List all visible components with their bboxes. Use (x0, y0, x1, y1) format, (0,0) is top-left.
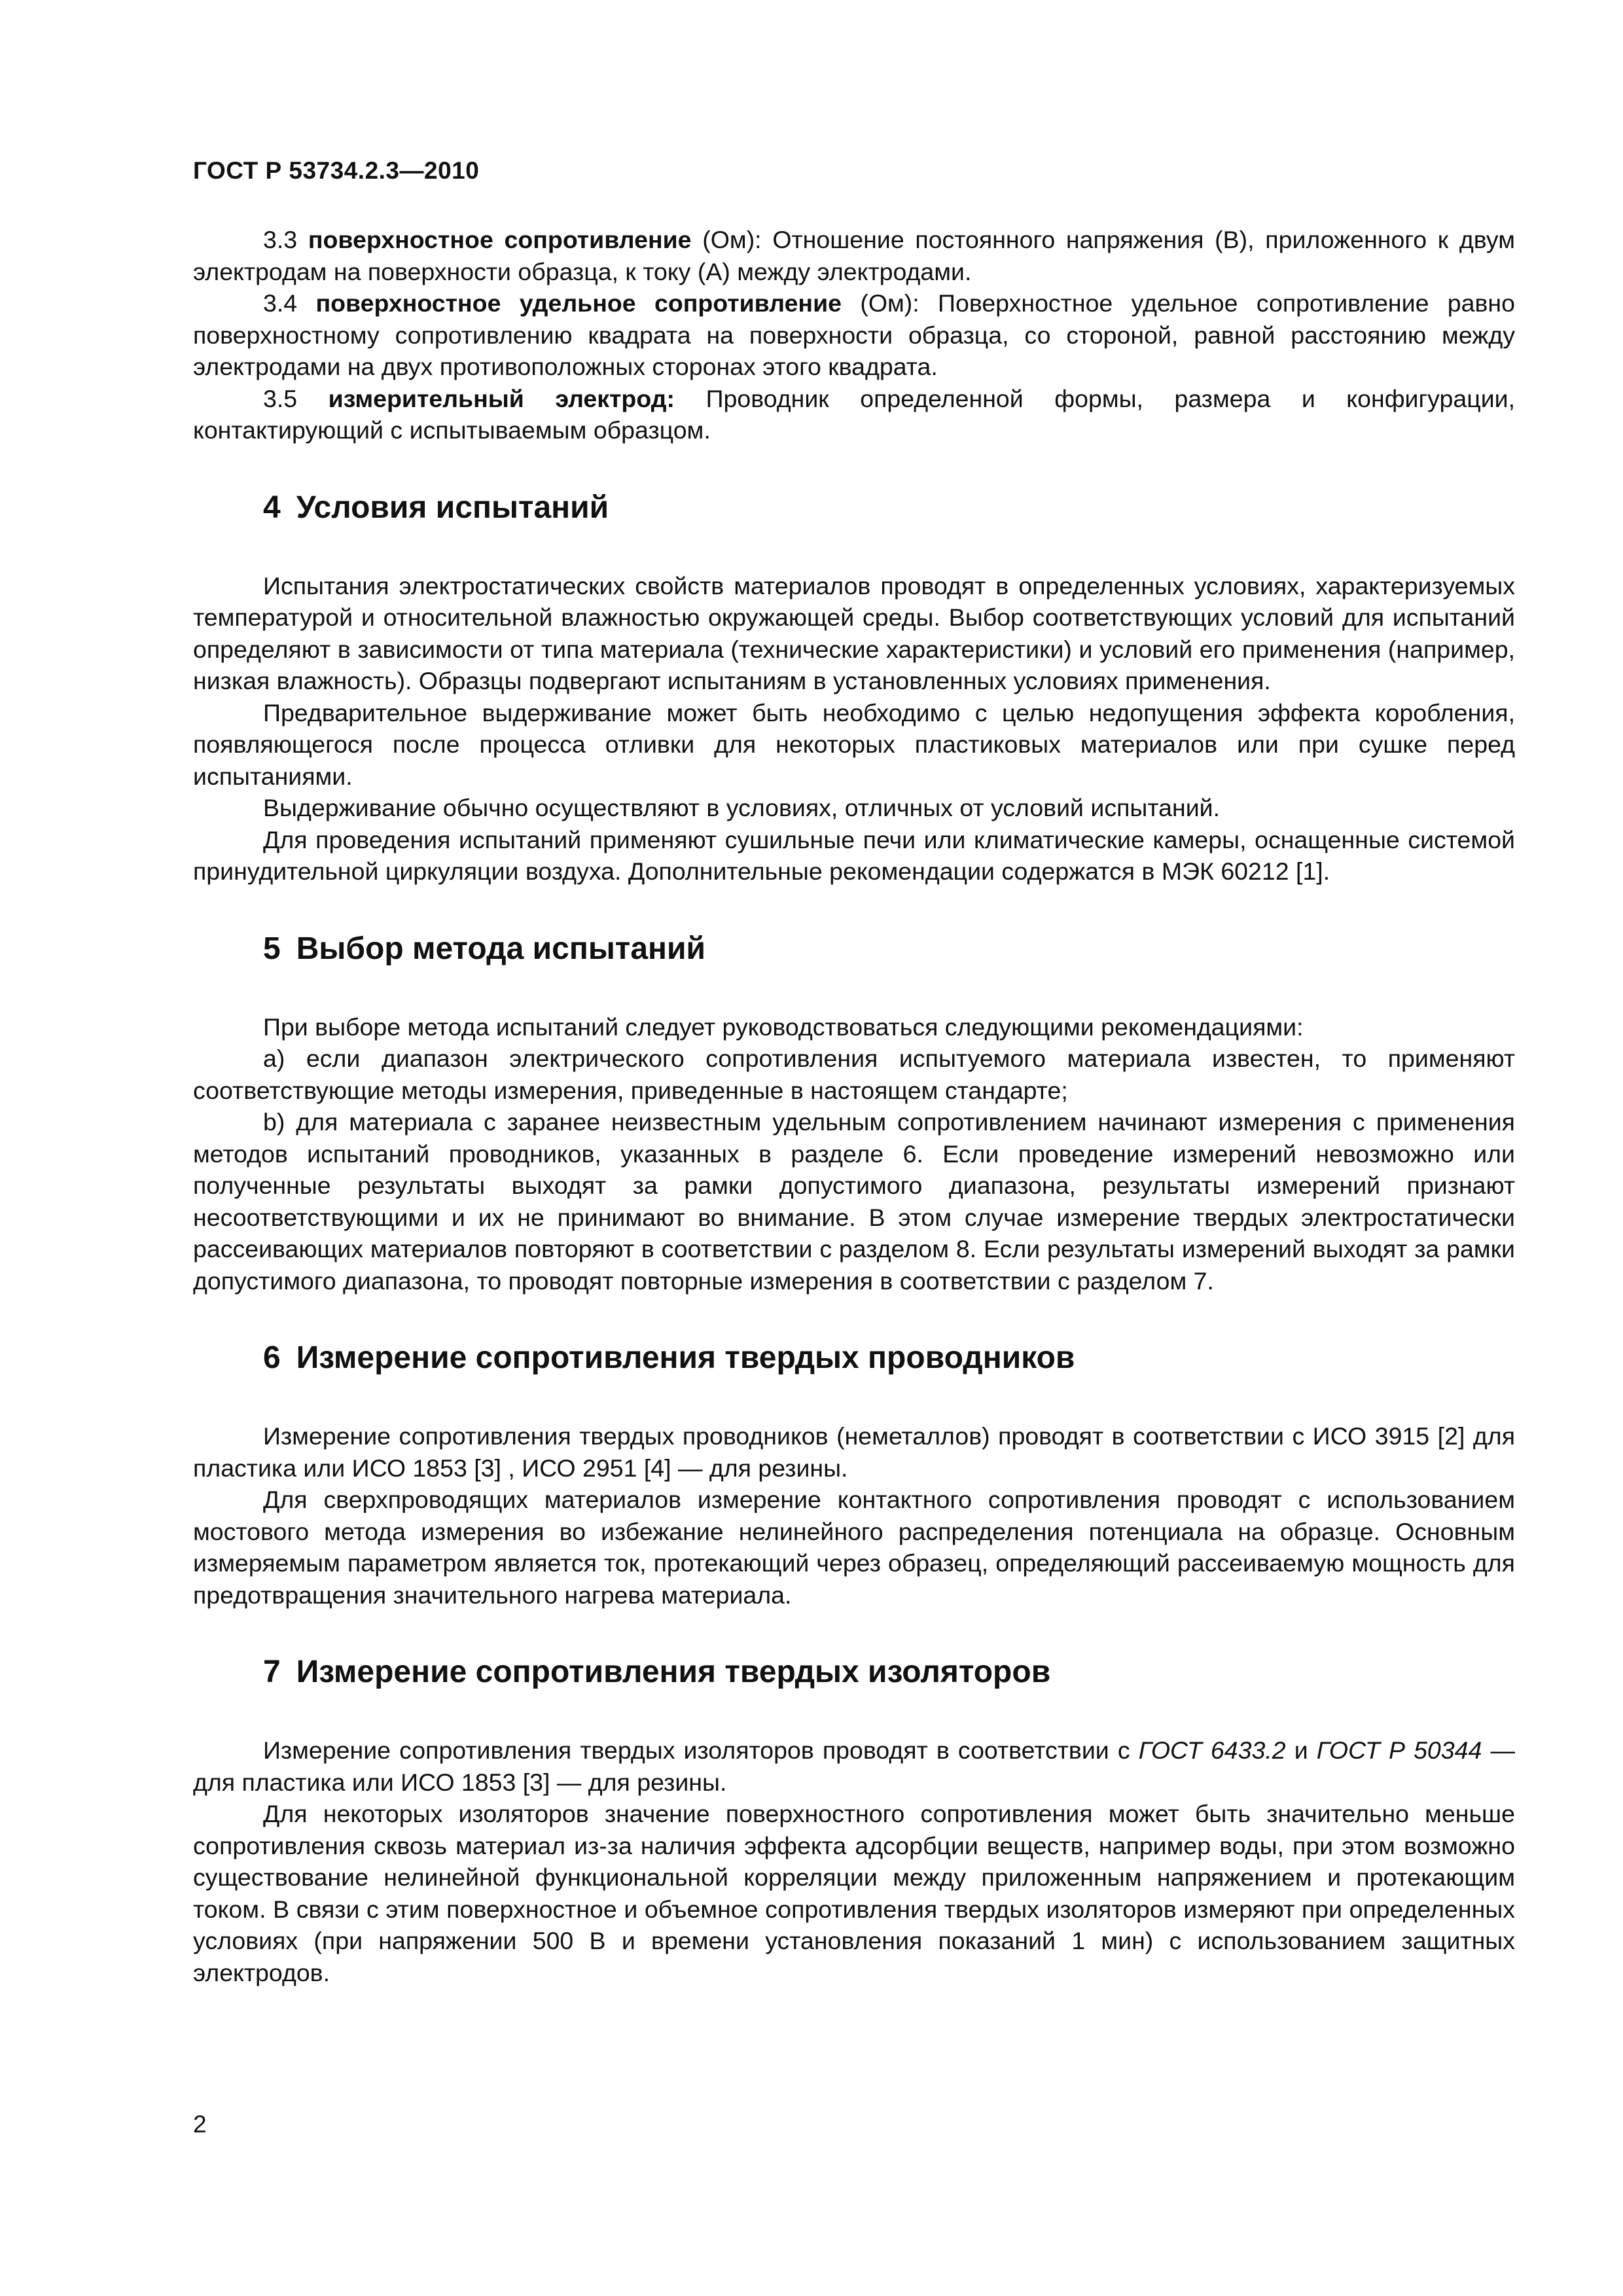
section-7-heading (263, 1654, 1515, 1691)
standard-reference: ГОСТ 6433.2 (1138, 1736, 1286, 1764)
definition-term: поверхностное сопротивление (308, 226, 692, 253)
document-page (193, 157, 1515, 1988)
definition-text: (Ом): Отношение постоянного напряжения (В), приложенного к двум электродам на поверхности образца, к току (А) между электродами. (193, 226, 1515, 285)
page-number: 2 (193, 2111, 207, 2138)
definition-number: 3.5 (263, 384, 298, 412)
definition-term: поверхностное удельное сопротивление (315, 289, 842, 317)
paragraph: Для проведения испытаний применяют сушильные печи или климатические камеры, оснащенные системой принудительной циркуляции воздуха. Дополнительные рекомендации содержатся в МЭК 60212 [1]. (193, 825, 1515, 885)
section-number: 4 (263, 490, 281, 525)
paragraph (193, 1734, 1515, 1798)
definition-3-3 (193, 224, 1515, 287)
definition-number: 3.4 (263, 289, 298, 317)
section-title: Условия испытаний (296, 490, 609, 525)
section-number: 6 (263, 1340, 281, 1375)
document-header: ГОСТ Р 53734.2.3—2010 (193, 157, 480, 184)
text-run: и (1285, 1736, 1317, 1764)
list-item-a: a) если диапазон электрического сопротивления испытуемого материала известен, то применяют соответствующие методы измерения, приведенные в настоящем стандарте; (193, 1045, 1515, 1104)
section-number: 5 (263, 931, 281, 966)
definition-text: Проводник определенной формы, размера и конфигурации, контактирующий с испытываемым образцом. (193, 384, 1516, 444)
paragraph: Испытания электростатических свойств материалов проводят в определенных условиях, характеризуемых температурой и относительной влажностью окружающей среды. Выбор соответствующих условий для испытаний определяют в зависимости от типа материала (технические характеристики) и условий его применения (например, низкая влажность). Образцы подвергают испытаниям в установленных условиях применения. (193, 571, 1515, 694)
paragraph: Измерение сопротивления твердых проводников (неметаллов) проводят в соответствии с ИСО 3915 [2] для пластика или ИСО 1853 [3] , ИСО 2951 [4] — для резины. (193, 1422, 1515, 1482)
section-6-heading (263, 1340, 1515, 1376)
paragraph: Для сверхпроводящих материалов измерение контактного сопротивления проводят с использованием мостового метода измерения во избежание нелинейного распределения потенциала на образце. Основным измеряемым параметром является ток, протекающий через образец, определяющий рассеиваемую мощность для предотвращения значительного нагрева материала. (193, 1486, 1515, 1609)
definition-term: измерительный электрод: (328, 384, 675, 412)
text-run: Измерение сопротивления твердых изоляторов проводят в соответствии с (263, 1736, 1139, 1764)
section-5-heading (263, 931, 1515, 967)
definition-3-4 (193, 287, 1515, 383)
text-run: — для пластика или ИСО 1853 [3] — для резины. (193, 1736, 1515, 1796)
paragraph: Предварительное выдерживание может быть необходимо с целью недопущения эффекта коробления, появляющегося после процесса отливки для некоторых пластиковых материалов или при сушке перед испытаниями. (193, 698, 1515, 790)
section-title: Измерение сопротивления твердых проводников (296, 1340, 1075, 1375)
definition-number: 3.3 (263, 226, 298, 253)
section-title: Измерение сопротивления твердых изоляторов (296, 1655, 1051, 1689)
paragraph: При выборе метода испытаний следует руководствоваться следующими рекомендациями: (263, 1013, 1304, 1041)
section-number: 7 (263, 1655, 281, 1689)
definition-text: (Ом): Поверхностное удельное сопротивление равно поверхностному сопротивлению квадрата на поверхности образца, со стороной, равной расстоянию между электродами на двух противоположных сторонах этого квадрата. (193, 289, 1515, 380)
definition-3-5 (193, 383, 1515, 446)
section-4-heading (263, 490, 1515, 526)
standard-reference: ГОСТ Р 50344 (1316, 1736, 1482, 1764)
paragraph: Выдерживание обычно осуществляют в условиях, отличных от условий испытаний. (263, 794, 1221, 821)
section-title: Выбор метода испытаний (296, 931, 706, 966)
list-item-b: b) для материала с заранее неизвестным удельным сопротивлением начинают измерения с применения методов испытаний проводников, указанных в разделе 6. Если проведение измерений невозможно или полученные результаты выходят за рамки допустимого диапазона, результаты измерений признают несоответствующими и их не принимают во внимание. В этом случае измерение твердых электростатически рассеивающих материалов повторяют в соответствии с разделом 8. Если результаты измерений выходят за рамки допустимого диапазона, то проводят повторные измерения в соответствии с разделом 7. (193, 1108, 1515, 1295)
paragraph: Для некоторых изоляторов значение поверхностного сопротивления может быть значительно меньше сопротивления сквозь материал из-за наличия эффекта адсорбции веществ, например воды, при этом возможно существование нелинейной функциональной корреляции между приложенным напряжением и протекающим током. В связи с этим поверхностное и объемное сопротивления твердых изоляторов измеряют при определенных условиях (при напряжении 500 В и времени установления показаний 1 мин) с использованием защитных электродов. (193, 1800, 1515, 1986)
